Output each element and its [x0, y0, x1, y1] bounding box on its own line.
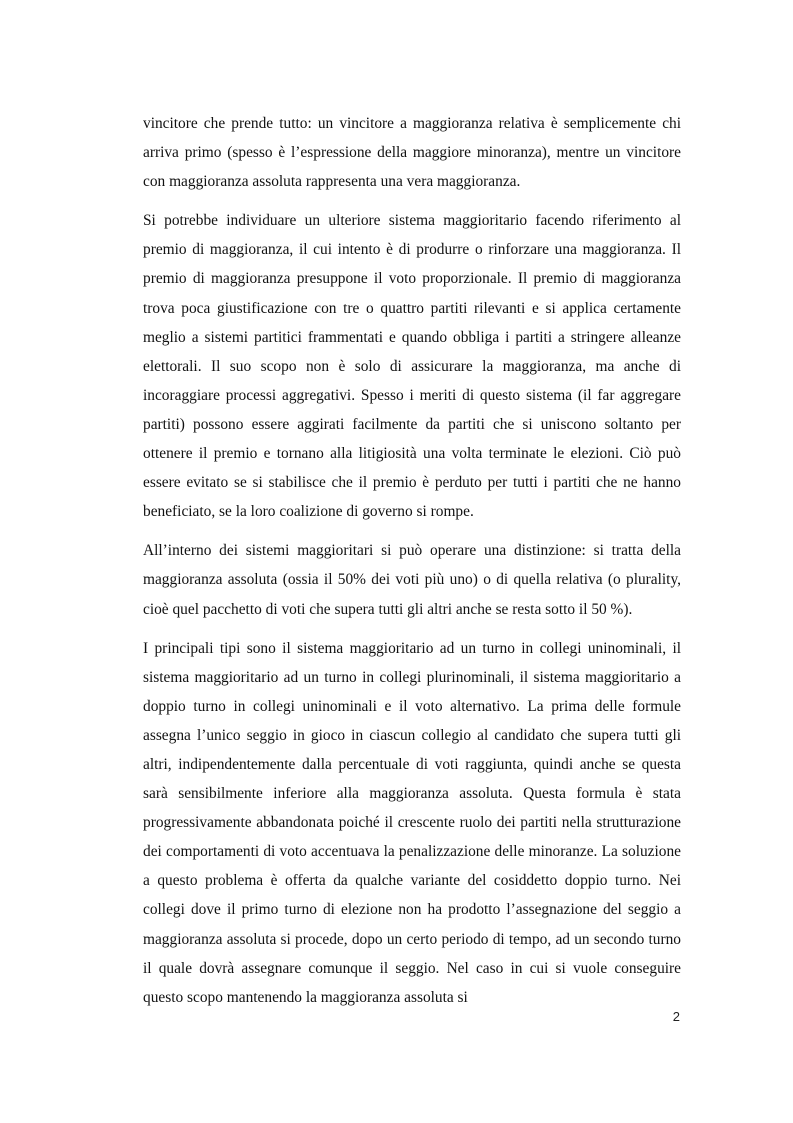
paragraph-premio-di-maggioranza: Si potrebbe individuare un ulteriore sistema maggioritario facendo riferimento al premio di maggioranza, il cui intento è di produrre o rinforzare una maggioranza. Il premio di maggioranza presuppone il voto proporzionale. Il premio di maggioranza trova poca giustificazione con tre o quattro partiti rilevanti e si applica certamente meglio a sistemi partitici frammentati e quando obbliga i partiti a stringere alleanze elettorali. Il suo scopo non è solo di assicurare la maggioranza, ma anche di incoraggiare processi aggregativi. Spesso i meriti di questo sistema (il far aggregare partiti) possono essere aggirati facilmente da partiti che si uniscono soltanto per ottenere il premio e tornano alla litigiosità una volta terminate le elezioni. Ciò può essere evitato se si stabilisce che il premio è perduto per tutti i partiti che ne hanno beneficiato, se la loro coalizione di governo si rompe.	[143, 212, 681, 521]
body-text	[143, 109, 681, 1022]
paragraph-winner-takes-all: vincitore che prende tutto: un vincitore a maggioranza relativa è semplicemente chi arriva primo (spesso è l’espressione della maggiore minoranza), mentre un vincitore con maggioranza assoluta rappresenta una vera maggioranza.	[143, 115, 681, 191]
page-number: 2	[672, 1009, 680, 1024]
paragraph-principali-tipi: I principali tipi sono il sistema maggioritario ad un turno in collegi uninominali, il sistema maggioritario ad un turno in collegi plurinominali, il sistema maggioritario a doppio turno in collegi uninominali e il voto alternativo. La prima delle formule assegna l’unico seggio in gioco in ciascun collegio al candidato che supera tutti gli altri, indipendentemente dalla percentuale di voti raggiunta, quindi anche se questa sarà sensibilmente inferiore alla maggioranza assoluta. Questa formula è stata progressivamente abbandonata poiché il crescente ruolo dei partiti nella strutturazione dei comportamenti di voto accentuava la penalizzazione delle minoranze. La soluzione a questo problema è offerta da qualche variante del cosiddetto doppio turno. Nei collegi dove il primo turno di elezione non ha prodotto l’assegnazione del seggio a maggioranza assoluta si procede, dopo un certo periodo di tempo, ad un secondo turno il quale dovrà assegnare comunque il seggio. Nel caso in cui si vuole conseguire questo scopo mantenendo la maggioranza assoluta si	[143, 639, 681, 1006]
paragraph-maggioranza-distinzione: All’interno dei sistemi maggioritari si può operare una distinzione: si tratta della maggioranza assoluta (ossia il 50% dei voti più uno) o di quella relativa (o plurality, cioè quel pacchetto di voti che supera tutti gli altri anche se resta sotto il 50 %).	[143, 542, 681, 618]
